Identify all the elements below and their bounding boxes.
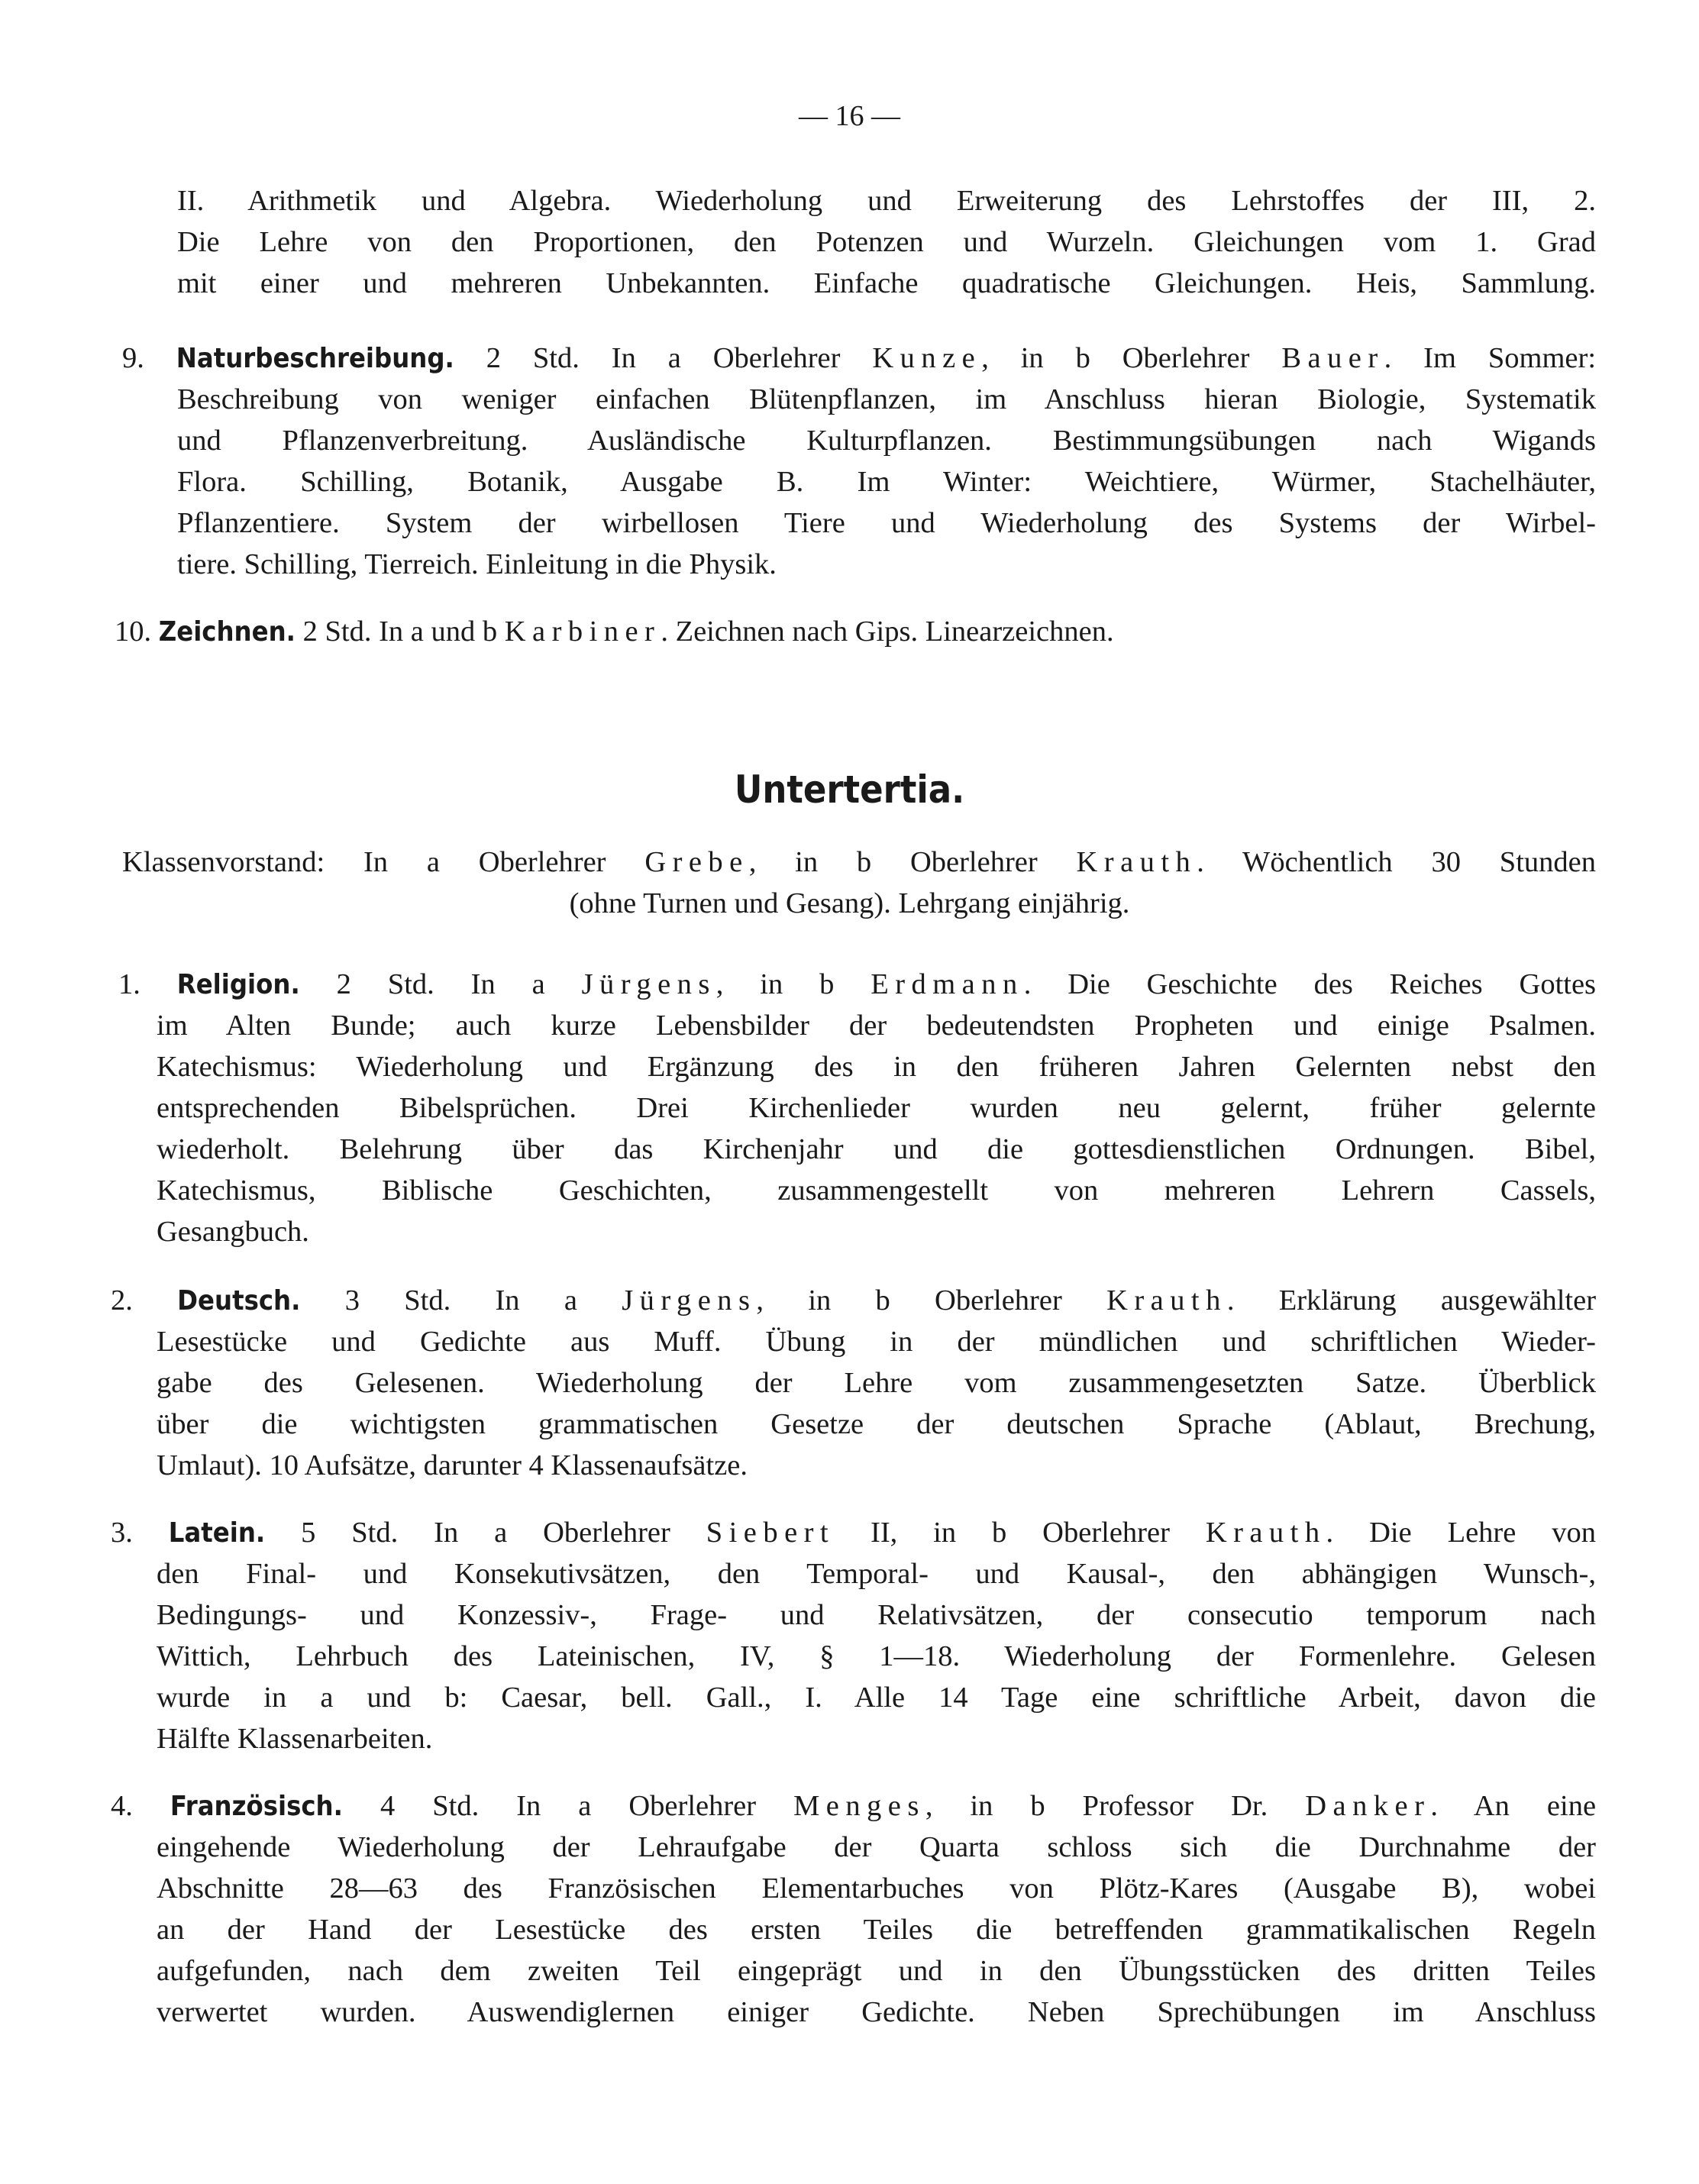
item-heading: Zeichnen. [158,616,296,648]
text-segment: . Die Lehre von [1326,1517,1596,1549]
text-segment: 3 Std. In a [344,1284,577,1317]
teacher-name: Bauer [1281,342,1384,374]
teacher-name: Grebe [644,846,749,878]
text-line: Flora. Schilling, Botanik, Ausgabe B. Im Winter: Weichtiere, Würmer, Stachelhäuter, [177,466,1596,498]
teacher-name: Erdmann [870,968,1024,1000]
text-line: an der Hand der Lesestücke des ersten Teiles die betreffenden grammatikalischen Regeln [157,1914,1596,1946]
item-number: 3. [111,1517,133,1549]
teacher-name: Krauth [1076,846,1197,878]
teacher-name: Jürgens [581,968,716,1000]
text-segment: . Die Geschichte des Reiches Gottes [1023,968,1597,1000]
text-segment: , in b Oberlehrer [748,846,1038,878]
text-line: Umlaut). 10 Aufsätze, darunter 4 Klassenaufsätze. [157,1449,748,1481]
text-segment: , in b Professor Dr. [925,1790,1268,1822]
text-line: Beschreibung von weniger einfachen Blütenpflanzen, im Anschluss hieran Biologie, Systematik [177,383,1596,415]
text-segment: , in b Oberlehrer [981,342,1250,374]
item-first-line [115,611,1114,653]
item-heading: Religion. [176,969,300,1000]
text-line: (ohne Turnen und Gesang). Lehrgang einjährig. [569,887,1130,919]
text-segment: 4 Std. In a Oberlehrer [380,1790,757,1822]
teacher-name: Jürgens [622,1284,757,1317]
item-heading: Deutsch. [177,1285,301,1317]
teacher-name: Danker [1305,1790,1431,1822]
text-line: mit einer und mehreren Unbekannten. Einfache quadratische Gleichungen. Heis, Sammlung. [177,267,1596,299]
text-line: Bedingungs- und Konzessiv-, Frage- und Relativsätzen, der consecutio temporum nach [157,1599,1596,1631]
text-segment: Klassenvorstand: In a Oberlehrer [122,846,606,878]
section-title: Untertertia. [734,767,965,812]
text-segment: . Im Sommer: [1384,342,1597,374]
text-segment: II, in b Oberlehrer [870,1517,1170,1549]
text-line: Die Lehre von den Proportionen, den Potenzen und Wurzeln. Gleichungen vom 1. Grad [177,226,1596,258]
text-segment: 2 Std. In a [336,968,545,1000]
text-segment: , in b Oberlehrer [756,1284,1062,1317]
text-segment: 2 Std. In a und b [302,615,498,648]
text-line: tiere. Schilling, Tierreich. Einleitung in die Physik. [177,548,777,580]
text-line [122,842,1596,883]
item-heading: Naturbeschreibung. [176,343,454,374]
teacher-name: Siebert [706,1517,835,1549]
page-number: — 16 — [799,100,900,132]
text-line: den Final- und Konsekutivsätzen, den Temporal- und Kausal-, den abhängigen Wunsch-, [157,1558,1596,1590]
teacher-name: Karbiner [504,615,661,648]
text-segment: 2 Std. In a Oberlehrer [486,342,841,374]
text-segment: , in b [715,968,835,1000]
teacher-name: Kunze [872,342,982,374]
text-line: wurde in a und b: Caesar, bell. Gall., I. Alle 14 Tage eine schriftliche Arbeit, davon die [157,1682,1596,1714]
text-line: Katechismus, Biblische Geschichten, zusammengestellt von mehreren Lehrern Cassels, [157,1174,1596,1207]
text-line: über die wichtigsten grammatischen Gesetze der deutschen Sprache (Ablaut, Brechung, [157,1408,1596,1440]
text-line: Pflanzentiere. System der wirbellosen Tiere und Wiederholung des Systems der Wirbel- [177,507,1596,539]
item-first-line [111,1280,1596,1322]
item-number: 10. [115,615,152,648]
text-segment: . Wöchentlich 30 Stunden [1197,846,1596,878]
teacher-name: Krauth [1205,1517,1326,1549]
text-segment: . An eine [1430,1790,1597,1822]
teacher-name: Menges [793,1790,925,1822]
text-line: aufgefunden, nach dem zweiten Teil eingeprägt und in den Übungsstücken des dritten Teiles [157,1955,1596,1987]
text-line: gabe des Gelesenen. Wiederholung der Lehre vom zusammengesetzten Satze. Überblick [157,1367,1596,1399]
item-first-line [122,338,1596,380]
text-line: eingehende Wiederholung der Lehraufgabe der Quarta schloss sich die Durchnahme der [157,1831,1596,1863]
text-line: verwertet wurden. Auswendiglernen einiger Gedichte. Neben Sprechübungen im Anschluss [157,1996,1596,2028]
item-first-line [111,1785,1596,1827]
text-line: Lesestücke und Gedichte aus Muff. Übung in der mündlichen und schriftlichen Wieder- [157,1326,1596,1358]
text-line: Katechismus: Wiederholung und Ergänzung des in den früheren Jahren Gelernten nebst den [157,1051,1596,1083]
item-first-line [111,1512,1596,1554]
text-line: im Alten Bunde; auch kurze Lebensbilder der bedeutendsten Propheten und einige Psalmen. [157,1010,1596,1042]
text-line: wiederholt. Belehrung über das Kirchenjahr und die gottesdienstlichen Ordnungen. Bibel, [157,1133,1596,1165]
teacher-name: Krauth [1106,1284,1227,1317]
text-line: Wittich, Lehrbuch des Lateinischen, IV, § 1—18. Wiederholung der Formenlehre. Gelesen [157,1640,1596,1672]
text-segment: . Zeichnen nach Gips. Linearzeichnen. [661,615,1114,648]
item-heading: Französisch. [170,1791,343,1822]
text-segment: 5 Std. In a Oberlehrer [301,1517,670,1549]
item-heading: Latein. [168,1517,266,1549]
text-line: Hälfte Klassenarbeiten. [157,1723,433,1755]
text-line: und Pflanzenverbreitung. Ausländische Kulturpflanzen. Bestimmungsübungen nach Wigands [177,425,1596,457]
text-line: II. Arithmetik und Algebra. Wiederholung und Erweiterung des Lehrstoffes der III, 2. [177,185,1596,217]
item-first-line [118,964,1596,1006]
item-number: 4. [111,1790,133,1822]
item-number: 1. [118,968,141,1000]
item-number: 9. [122,342,144,374]
text-line: Abschnitte 28—63 des Französischen Elementarbuches von Plötz-Kares (Ausgabe B), wobei [157,1872,1596,1905]
item-number: 2. [111,1284,133,1317]
text-line: entsprechenden Bibelsprüchen. Drei Kirchenlieder wurden neu gelernt, früher gelernte [157,1092,1596,1124]
text-line: Gesangbuch. [157,1216,309,1248]
text-segment: . Erklärung ausgewählter [1226,1284,1597,1317]
